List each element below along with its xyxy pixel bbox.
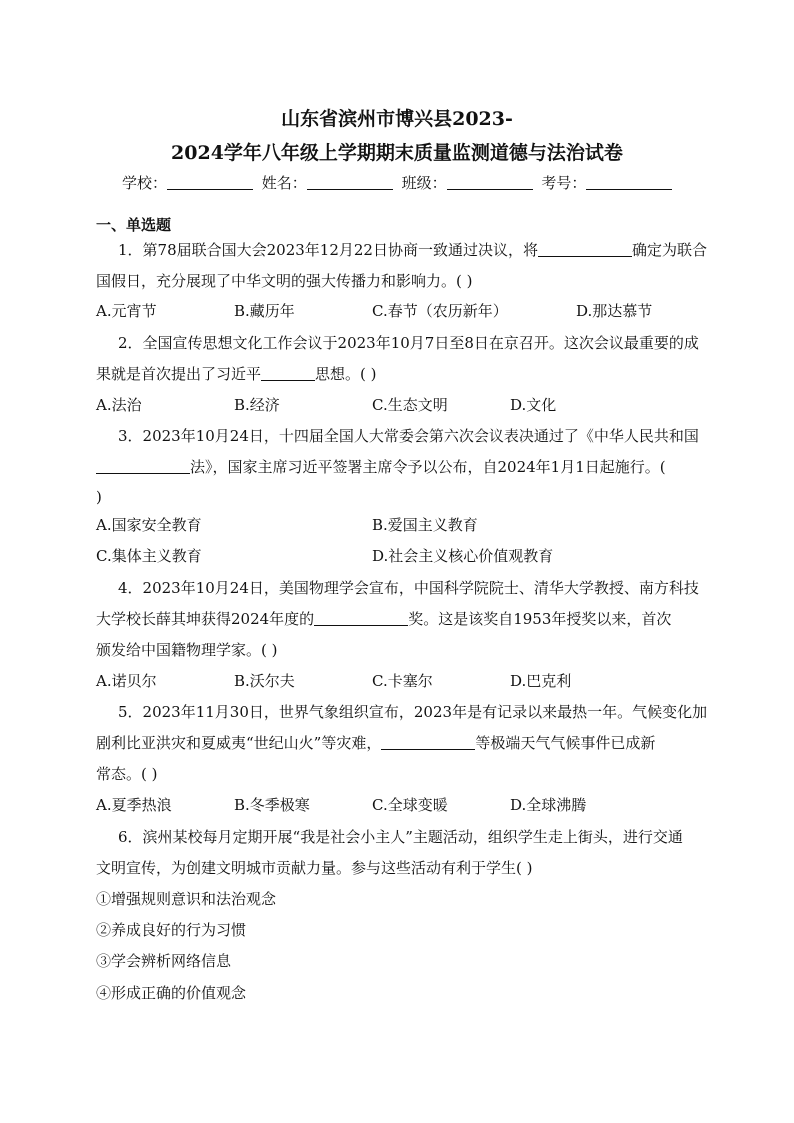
q4-text-a: 大学校长薛其坤获得2024年度的 (96, 610, 315, 628)
q2-option-d: D.文化 (510, 396, 557, 414)
q2-blank (261, 366, 315, 381)
q3-option-c: C.集体主义教育 (96, 547, 202, 565)
name-label: 姓名： (261, 174, 307, 192)
q2-option-c: C.生态文明 (372, 396, 448, 414)
q2-text-a: 果就是首次提出了习近平 (96, 365, 262, 383)
q1-option-b: B.藏历年 (234, 302, 295, 320)
q1-option-c: C.春节（农历新年） (372, 302, 508, 320)
exam-title-line-2: 2024学年八年级上学期期末质量监测道德与法治试卷 (171, 142, 623, 164)
q2-line-1: 2．全国宣传思想文化工作会议于2023年10月7日至8日在京召开。这次会议最重要的成 (118, 334, 699, 352)
section-heading: 一、单选题 (96, 216, 172, 234)
q1-blank (538, 242, 632, 257)
q4-blank (314, 611, 408, 626)
q2-option-a: A.法治 (96, 396, 142, 414)
q6-line-1: 6．滨州某校每月定期开展“我是社会小主人”主题活动，组织学生走上街头，进行交通 (118, 828, 683, 846)
q4-text-b: 奖。这是该奖自1953年授奖以来，首次 (408, 610, 672, 628)
q5-option-c: C.全球变暖 (372, 796, 448, 814)
exam-number-blank (586, 175, 672, 190)
q4-line-2 (96, 609, 706, 629)
q1-option-a: A.元宵节 (96, 302, 157, 320)
q5-option-d: D.全球沸腾 (510, 796, 587, 814)
q3-line-2 (96, 457, 706, 477)
q4-option-b: B.沃尔夫 (234, 672, 295, 690)
q1-option-d: D.那达慕节 (576, 302, 653, 320)
q4-option-a: A.诺贝尔 (96, 672, 157, 690)
q1-line-1 (118, 240, 728, 260)
q3-blank (96, 459, 190, 474)
name-blank (307, 175, 393, 190)
exam-number-label: 考号： (541, 174, 587, 192)
student-info-row (122, 172, 682, 193)
q5-line-1: 5．2023年11月30日，世界气象组织宣布，2023年是有记录以来最热一年。气候变化加 (118, 703, 708, 721)
q3-text-b: 法》，国家主席习近平签署主席令予以公布，自2024年1月1日起施行。( (190, 458, 666, 476)
q6-line-2: 文明宣传，为创建文明城市贡献力量。参与这些活动有利于学生( ) (96, 859, 533, 877)
q1-text-a: 1．第78届联合国大会2023年12月22日协商一致通过决议，将 (118, 241, 538, 259)
q4-option-c: C.卡塞尔 (372, 672, 433, 690)
q6-item-3: ③学会辨析网络信息 (96, 952, 232, 970)
exam-title-line-1: 山东省滨州市博兴县2023- (281, 108, 513, 130)
q5-text-b: 等极端天气气候事件已成新 (475, 734, 656, 752)
q3-option-b: B.爱国主义教育 (372, 516, 478, 534)
q2-line-2 (96, 364, 706, 384)
q5-line-2 (96, 733, 706, 753)
school-label: 学校： (122, 174, 168, 192)
q3-option-a: A.国家安全教育 (96, 516, 202, 534)
q6-item-4: ④形成正确的价值观念 (96, 984, 247, 1002)
q2-option-b: B.经济 (234, 396, 280, 414)
q6-item-2: ②养成良好的行为习惯 (96, 921, 247, 939)
class-blank (447, 175, 533, 190)
q4-option-d: D.巴克利 (510, 672, 572, 690)
q3-option-d: D.社会主义核心价值观教育 (372, 547, 554, 565)
q4-line-1: 4．2023年10月24日，美国物理学会宣布，中国科学院院士、清华大学教授、南方科技 (118, 579, 699, 597)
q3-line-1: 3．2023年10月24日，十四届全国人大常委会第六次会议表决通过了《中华人民共和国 (118, 427, 699, 445)
q5-text-a: 剧利比亚洪灾和夏威夷“世纪山火”等灾难， (96, 734, 382, 752)
q5-line-3: 常态。( ) (96, 765, 158, 783)
q5-blank (381, 735, 475, 750)
q5-option-a: A.夏季热浪 (96, 796, 172, 814)
q1-line-2: 国假日，充分展现了中华文明的强大传播力和影响力。( ) (96, 272, 473, 290)
school-blank (167, 175, 253, 190)
q1-text-b: 确定为联合 (631, 241, 707, 259)
class-label: 班级： (401, 174, 447, 192)
q5-option-b: B.冬季极寒 (234, 796, 310, 814)
q4-line-3: 颁发给中国籍物理学家。( ) (96, 641, 278, 659)
q6-item-1: ①增强规则意识和法治观念 (96, 890, 277, 908)
q3-line-3: ) (96, 488, 102, 506)
q2-text-b: 思想。( ) (315, 365, 377, 383)
